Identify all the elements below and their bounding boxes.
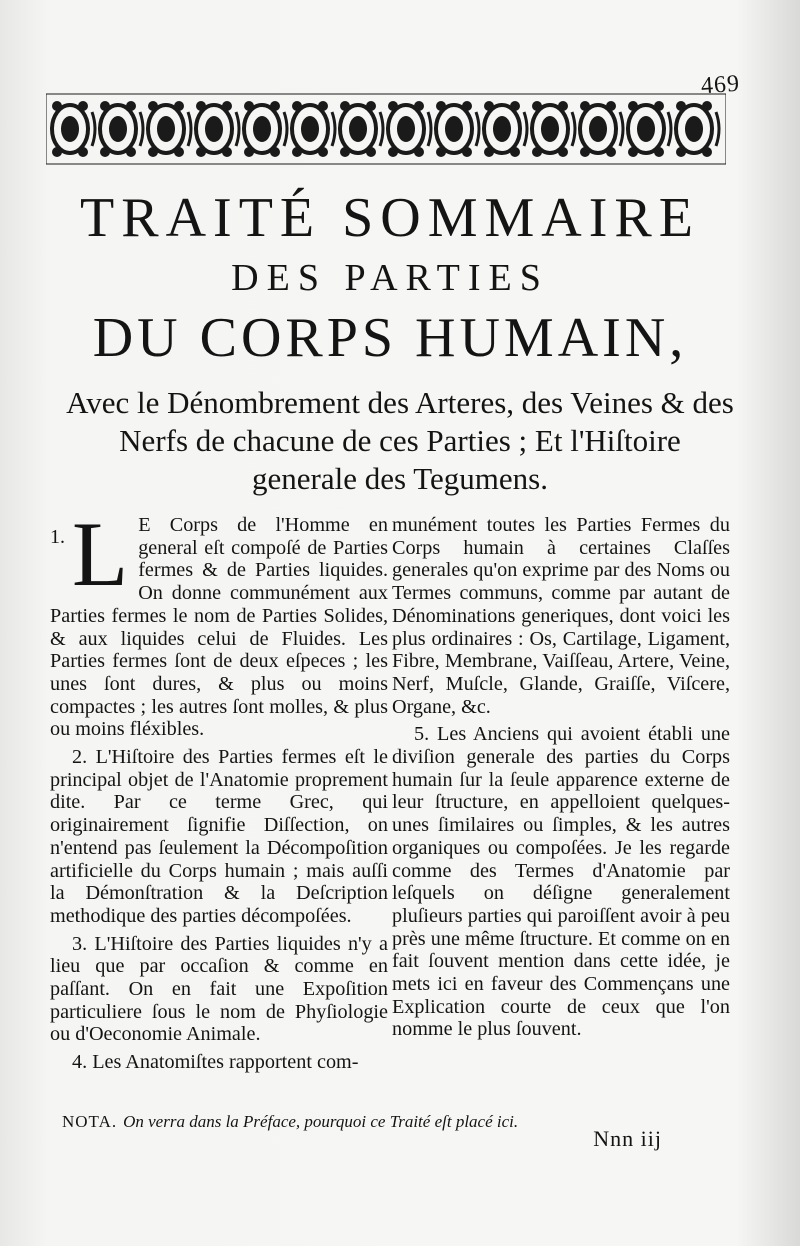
- fleuron-ornament-icon: [388, 101, 431, 157]
- fleuron-ornament-icon: [676, 101, 719, 157]
- paragraph-1: [50, 503, 388, 741]
- fleuron-ornament-icon: [196, 101, 239, 157]
- paragraph-2: 2. L'Hiſtoire des Parties fermes eſt le principal objet de l'Anatomie proprement dite. Par ce terme Grec, qui originairement ſignifie Diſſection, on n'entend pas ſeulement la Décompoſition artificielle du Corps humain ; mais auſſi la Démonſtration & la Deſcription methodique des parties décompoſées.: [50, 746, 388, 927]
- paragraph-3: 3. L'Hiſtoire des Parties liquides n'y a lieu que par occaſion & comme en paſſant. On en fait une Expoſition particuliere ſous le nom de Phyſiologie ou d'Oeconomie Animale.: [50, 932, 388, 1046]
- paragraph-number: 1.: [50, 526, 65, 548]
- fleuron-ornament-icon: [244, 101, 287, 157]
- paragraph-4-continued: munément toutes les Parties Fermes du Corps humain à certaines Claſſes generales qu'on exprime par des Noms ou Termes communs, comme par autant de Dénominations generiques, dont voici les plus ordinaires : Os, Cartilage, Ligament, Fibre, Membrane, Vaiſſeau, Artere, Veine, Nerf, Muſcle, Glande, Graiſſe, Viſcere, Organe, &c.: [392, 514, 730, 718]
- drop-cap: L: [72, 503, 129, 605]
- fleuron-ornament-icon: [292, 101, 335, 157]
- right-column: [392, 514, 730, 1046]
- fleuron-ornament-icon: [628, 101, 671, 157]
- subtitle-line: Avec le Dénombrement des Arteres, des Veines & des: [66, 385, 734, 420]
- fleuron-ornament-icon: [580, 101, 623, 157]
- main-title-line-3: DU CORPS HUMAIN,: [92, 307, 688, 369]
- left-column: [50, 503, 388, 1079]
- fleuron-ornament-icon: [340, 101, 383, 157]
- subtitle-line: generale des Tegumens.: [252, 461, 548, 496]
- fleuron-ornament-icon: [484, 101, 527, 157]
- subtitle: [40, 384, 760, 498]
- page-number: 469: [700, 70, 741, 100]
- fleuron-ornament-icon: [52, 101, 95, 157]
- paragraph-text: E Corps de l'Homme en general eſt compoſé de Parties fermes & de Parties liquides. On donne communément aux Parties fermes le nom de Parties Solides, & aux liquides celui de Fluides. Les Parties fermes ſont de deux eſpeces ; les unes ſont dures, & plus ou moins compactes ; les autres ſont molles, & plus ou moins fléxibles.: [50, 514, 388, 741]
- footnote-text: On verra dans la Préface, pourquoi ce Traité eſt placé ici.: [123, 1112, 519, 1131]
- paragraph-4: 4. Les Anatomiſtes rapportent com-: [72, 1051, 359, 1074]
- fleuron-ornament-icon: [436, 101, 479, 157]
- main-title: TRAITÉ SOMMAIRE: [80, 187, 700, 249]
- paragraph-5: 5. Les Anciens qui avoient établi une diviſion generale des parties du Corps humain ſur la ſeule apparence externe de leur ſtructure, en appelloient quelques-unes ſimilaires ou ſimples, & les autres organiques ou compoſées. Je les regarde comme des Termes d'Anatomie par leſquels on déſigne generalement pluſieurs parties qui paroiſſent avoir à peu près une même ſtructure. Et comme on en fait ſouvent mention dans cette idée, je mets ici en faveur des Commençans une Explication courte de ceux que l'on nomme le plus ſouvent.: [392, 723, 730, 1041]
- fleuron-ornament-icon: [100, 101, 143, 157]
- main-title-line-2: DES PARTIES: [231, 257, 549, 299]
- ornamental-fleuron-band-icon: [46, 92, 726, 166]
- footnote-label: NOTA.: [62, 1112, 118, 1131]
- fleuron-ornament-icon: [532, 101, 575, 157]
- fleuron-ornament-icon: [148, 101, 191, 157]
- subtitle-line: Nerfs de chacune de ces Parties ; Et l'Hiſtoire: [119, 423, 681, 458]
- signature-mark: Nnn iij: [593, 1126, 662, 1151]
